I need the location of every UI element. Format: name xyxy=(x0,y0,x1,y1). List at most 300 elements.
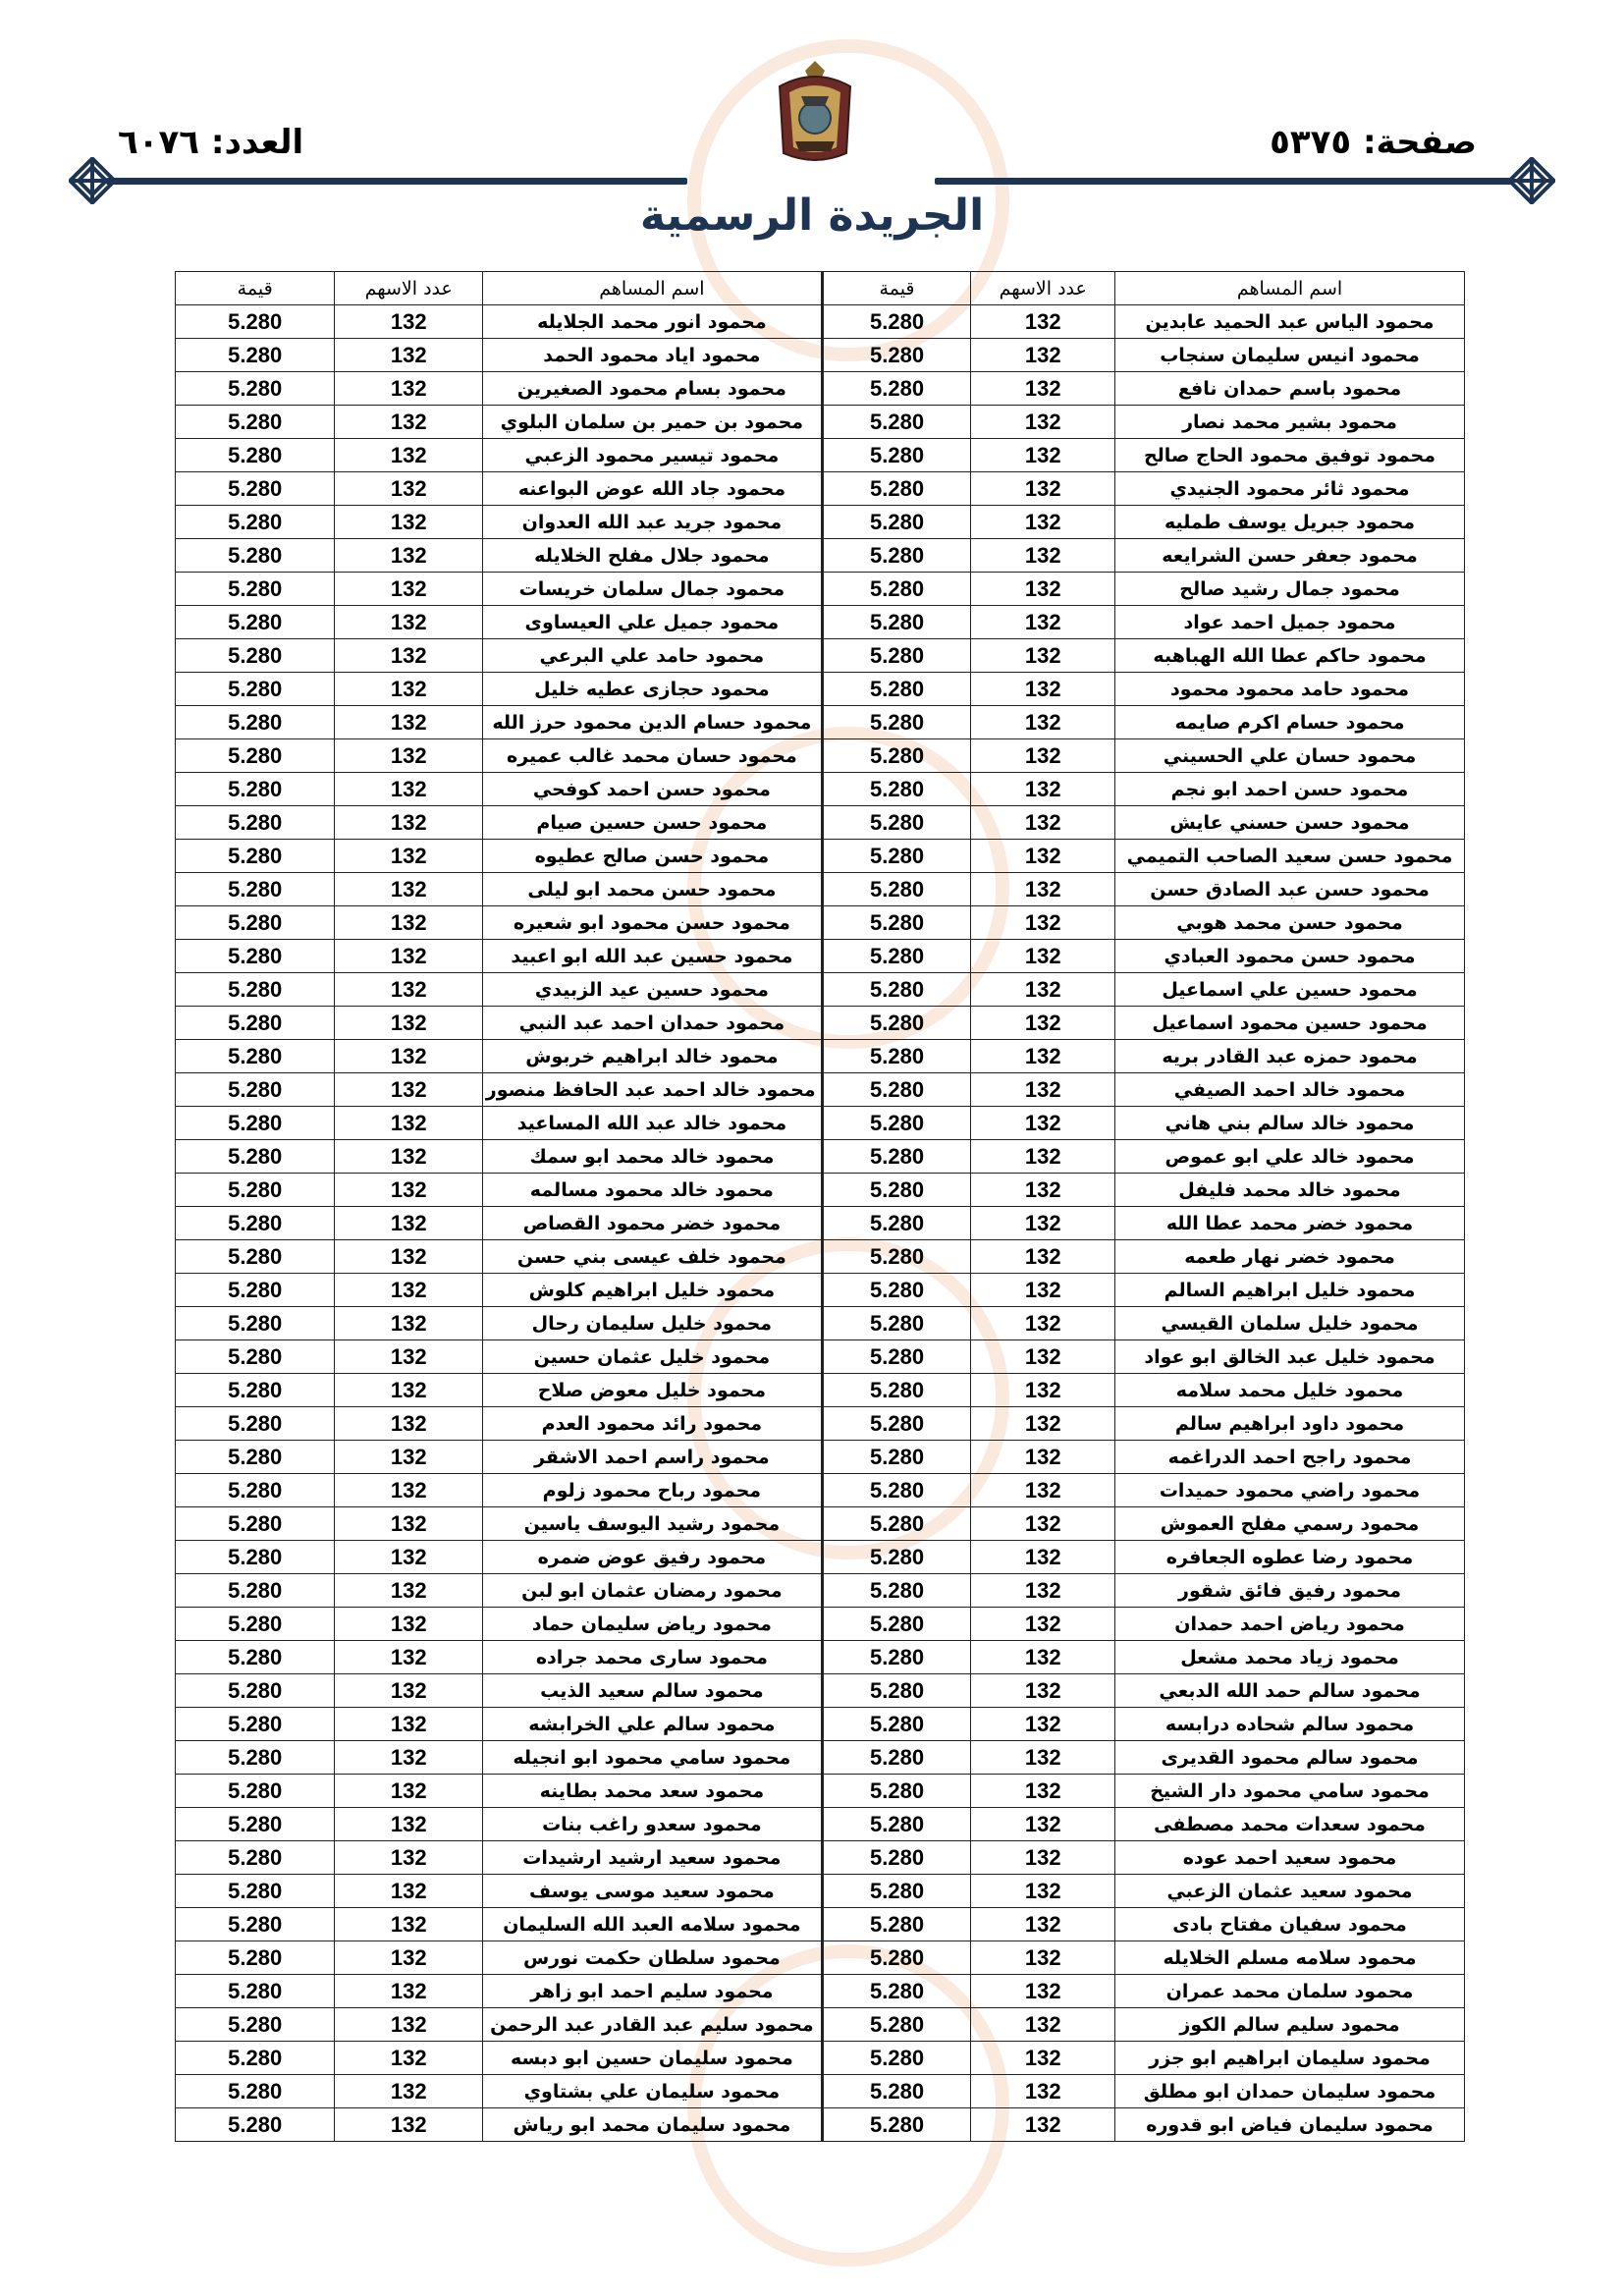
shareholder-name-cell: محمود خالد احمد عبد الحافظ منصور xyxy=(483,1073,823,1107)
share-value-cell: 5.280 xyxy=(822,1174,971,1207)
share-count-cell: 132 xyxy=(335,706,483,739)
share-value-cell: 5.280 xyxy=(176,1708,335,1741)
share-count-cell: 132 xyxy=(971,940,1115,973)
shareholder-name-cell: محمود حمزه عبد القادر بريه xyxy=(1115,1040,1465,1073)
share-count-cell: 132 xyxy=(971,2008,1115,2042)
share-count-cell: 132 xyxy=(335,973,483,1007)
share-value-cell: 5.280 xyxy=(176,940,335,973)
share-value-cell: 5.280 xyxy=(176,2008,335,2042)
shareholder-name-cell: محمود خليل معوض صلاح xyxy=(483,1374,823,1407)
share-value-cell: 5.280 xyxy=(822,339,971,372)
table-row xyxy=(176,1274,1465,1307)
share-count-cell: 132 xyxy=(335,940,483,973)
table-row xyxy=(176,840,1465,873)
share-value-cell: 5.280 xyxy=(822,1574,971,1608)
share-count-cell: 132 xyxy=(971,1507,1115,1541)
share-value-cell: 5.280 xyxy=(176,1307,335,1340)
share-value-cell: 5.280 xyxy=(176,706,335,739)
share-count-cell: 132 xyxy=(335,1374,483,1407)
share-value-cell: 5.280 xyxy=(822,1407,971,1441)
share-value-cell: 5.280 xyxy=(822,639,971,673)
share-value-cell: 5.280 xyxy=(176,539,335,573)
shareholder-name-cell: محمود حسان محمد غالب عميره xyxy=(483,739,823,773)
share-count-cell: 132 xyxy=(335,1474,483,1507)
share-count-cell: 132 xyxy=(335,1775,483,1808)
share-count-cell: 132 xyxy=(971,1808,1115,1841)
shareholder-name-cell: محمود حسين عبد الله ابو اعبيد xyxy=(483,940,823,973)
share-value-cell: 5.280 xyxy=(176,1975,335,2008)
table-row xyxy=(176,1007,1465,1040)
shareholder-name-cell: محمود راسم احمد الاشقر xyxy=(483,1441,823,1474)
share-value-cell: 5.280 xyxy=(822,372,971,406)
table-row xyxy=(176,773,1465,806)
shareholder-name-cell: محمود بن حمير بن سلمان البلوي xyxy=(483,406,823,439)
shareholder-name-cell: محمود خليل ابراهيم كلوش xyxy=(483,1274,823,1307)
share-value-cell: 5.280 xyxy=(176,573,335,606)
table-row xyxy=(176,1975,1465,2008)
jordan-coat-of-arms-icon xyxy=(766,57,864,167)
shareholder-name-cell: محمود سليم احمد ابو زاهر xyxy=(483,1975,823,2008)
share-count-cell: 132 xyxy=(335,773,483,806)
share-count-cell: 132 xyxy=(971,305,1115,339)
shareholder-name-cell: محمود خالد عبد الله المساعيد xyxy=(483,1107,823,1140)
share-value-cell: 5.280 xyxy=(822,1107,971,1140)
shareholder-name-cell: محمود خالد احمد الصيفي xyxy=(1115,1073,1465,1107)
shareholder-name-cell: محمود الياس عبد الحميد عابدين xyxy=(1115,305,1465,339)
share-value-cell: 5.280 xyxy=(176,973,335,1007)
share-value-cell: 5.280 xyxy=(176,1674,335,1708)
share-value-cell: 5.280 xyxy=(822,1975,971,2008)
shareholder-name-cell: محمود سليم عبد القادر عبد الرحمن xyxy=(483,2008,823,2042)
table-row xyxy=(176,606,1465,639)
share-count-cell: 132 xyxy=(971,1407,1115,1441)
column-header-value: قيمة xyxy=(176,272,335,305)
table-row xyxy=(176,1073,1465,1107)
share-value-cell: 5.280 xyxy=(176,1841,335,1875)
shareholder-name-cell: محمود حاكم عطا الله الهباهبه xyxy=(1115,639,1465,673)
share-count-cell: 132 xyxy=(335,806,483,840)
share-value-cell: 5.280 xyxy=(822,1474,971,1507)
share-value-cell: 5.280 xyxy=(822,1875,971,1908)
share-value-cell: 5.280 xyxy=(176,2042,335,2075)
shareholder-name-cell: محمود حسن صالح عطيوه xyxy=(483,840,823,873)
shareholder-name-cell: محمود سامي محمود ابو انجيله xyxy=(483,1741,823,1775)
share-count-cell: 132 xyxy=(971,773,1115,806)
share-value-cell: 5.280 xyxy=(176,1073,335,1107)
share-count-cell: 132 xyxy=(335,372,483,406)
share-value-cell: 5.280 xyxy=(822,773,971,806)
share-value-cell: 5.280 xyxy=(176,339,335,372)
shareholder-name-cell: محمود سليمان فياض ابو قدوره xyxy=(1115,2108,1465,2142)
shareholder-name-cell: محمود خضر نهار طعمه xyxy=(1115,1240,1465,1274)
share-value-cell: 5.280 xyxy=(822,1507,971,1541)
share-value-cell: 5.280 xyxy=(176,2108,335,2142)
share-value-cell: 5.280 xyxy=(822,1040,971,1073)
share-count-cell: 132 xyxy=(971,1775,1115,1808)
share-count-cell: 132 xyxy=(971,1307,1115,1340)
shareholder-name-cell: محمود جبريل يوسف طمليه xyxy=(1115,506,1465,539)
share-value-cell: 5.280 xyxy=(176,1174,335,1207)
share-value-cell: 5.280 xyxy=(822,1140,971,1174)
share-count-cell: 132 xyxy=(335,606,483,639)
table-row xyxy=(176,573,1465,606)
shareholder-name-cell: محمود سليم سالم الكوز xyxy=(1115,2008,1465,2042)
share-value-cell: 5.280 xyxy=(822,1340,971,1374)
share-value-cell: 5.280 xyxy=(176,1808,335,1841)
share-count-cell: 132 xyxy=(971,472,1115,506)
table-row xyxy=(176,1441,1465,1474)
share-value-cell: 5.280 xyxy=(176,1507,335,1541)
share-value-cell: 5.280 xyxy=(822,406,971,439)
share-count-cell: 132 xyxy=(335,2042,483,2075)
share-count-cell: 132 xyxy=(335,1207,483,1240)
share-count-cell: 132 xyxy=(971,873,1115,906)
share-count-cell: 132 xyxy=(971,806,1115,840)
share-count-cell: 132 xyxy=(971,2042,1115,2075)
share-value-cell: 5.280 xyxy=(822,1073,971,1107)
table-row xyxy=(176,1207,1465,1240)
table-row xyxy=(176,2042,1465,2075)
share-count-cell: 132 xyxy=(971,1741,1115,1775)
shareholder-name-cell: محمود جاد الله عوض البواعنه xyxy=(483,472,823,506)
share-count-cell: 132 xyxy=(335,1641,483,1674)
shareholder-name-cell: محمود سعيد احمد عوده xyxy=(1115,1841,1465,1875)
share-count-cell: 132 xyxy=(335,1040,483,1073)
share-count-cell: 132 xyxy=(971,1240,1115,1274)
share-count-cell: 132 xyxy=(335,1674,483,1708)
share-count-cell: 132 xyxy=(335,1007,483,1040)
table-row xyxy=(176,1941,1465,1975)
share-value-cell: 5.280 xyxy=(822,1775,971,1808)
share-count-cell: 132 xyxy=(335,1975,483,2008)
share-count-cell: 132 xyxy=(335,1340,483,1374)
share-value-cell: 5.280 xyxy=(176,1274,335,1307)
shareholder-name-cell: محمود رياض سليمان حماد xyxy=(483,1608,823,1641)
share-count-cell: 132 xyxy=(335,1741,483,1775)
shareholder-name-cell: محمود تيسير محمود الزعبي xyxy=(483,439,823,472)
share-count-cell: 132 xyxy=(335,906,483,940)
shareholder-name-cell: محمود سامي محمود دار الشيخ xyxy=(1115,1775,1465,1808)
shareholder-name-cell: محمود انيس سليمان سنجاب xyxy=(1115,339,1465,372)
share-count-cell: 132 xyxy=(971,1975,1115,2008)
share-count-cell: 132 xyxy=(971,606,1115,639)
shareholder-name-cell: محمود جميل علي العيساوى xyxy=(483,606,823,639)
share-count-cell: 132 xyxy=(335,539,483,573)
share-count-cell: 132 xyxy=(971,1574,1115,1608)
share-value-cell: 5.280 xyxy=(176,606,335,639)
share-count-cell: 132 xyxy=(971,506,1115,539)
table-row xyxy=(176,873,1465,906)
table-row xyxy=(176,906,1465,940)
table-row xyxy=(176,1407,1465,1441)
column-header-name: اسم المساهم xyxy=(1115,272,1465,305)
share-count-cell: 132 xyxy=(971,1040,1115,1073)
shareholder-name-cell: محمود خليل عثمان حسين xyxy=(483,1340,823,1374)
shareholder-name-cell: محمود رمضان عثمان ابو لبن xyxy=(483,1574,823,1608)
share-value-cell: 5.280 xyxy=(822,1941,971,1975)
shareholder-name-cell: محمود رفيق فائق شقور xyxy=(1115,1574,1465,1608)
shareholder-name-cell: محمود حسن محمود العبادي xyxy=(1115,940,1465,973)
share-count-cell: 132 xyxy=(971,1374,1115,1407)
shareholder-name-cell: محمود حسن حسني عايش xyxy=(1115,806,1465,840)
share-count-cell: 132 xyxy=(971,2108,1115,2142)
table-row xyxy=(176,1107,1465,1140)
table-row xyxy=(176,372,1465,406)
table-row xyxy=(176,1541,1465,1574)
shareholder-name-cell: محمود خضر محمد عطا الله xyxy=(1115,1207,1465,1240)
share-count-cell: 132 xyxy=(971,1941,1115,1975)
table-row xyxy=(176,539,1465,573)
shareholder-name-cell: محمود رباح محمود زلوم xyxy=(483,1474,823,1507)
shareholder-name-cell: محمود رضا عطوه الجعافره xyxy=(1115,1541,1465,1574)
share-value-cell: 5.280 xyxy=(822,1374,971,1407)
share-count-cell: 132 xyxy=(971,1641,1115,1674)
table-row xyxy=(176,1608,1465,1641)
gazette-title: الجريدة الرسمية xyxy=(639,191,985,241)
shareholder-name-cell: محمود حسن احمد كوفحي xyxy=(483,773,823,806)
table-row xyxy=(176,706,1465,739)
shareholder-name-cell: محمود حسين عيد الزبيدي xyxy=(483,973,823,1007)
issue-number: العدد: ٦٠٧٦ xyxy=(118,123,304,162)
shareholder-name-cell: محمود انور محمد الجلايله xyxy=(483,305,823,339)
shareholder-name-cell: محمود بشير محمد نصار xyxy=(1115,406,1465,439)
share-count-cell: 132 xyxy=(335,1908,483,1941)
share-count-cell: 132 xyxy=(971,906,1115,940)
share-value-cell: 5.280 xyxy=(176,506,335,539)
shareholder-name-cell: محمود خليل سليمان رحال xyxy=(483,1307,823,1340)
share-count-cell: 132 xyxy=(971,840,1115,873)
shareholder-name-cell: محمود حسان علي الحسيني xyxy=(1115,739,1465,773)
share-count-cell: 132 xyxy=(971,539,1115,573)
share-value-cell: 5.280 xyxy=(822,1841,971,1875)
shareholder-name-cell: محمود حسن سعيد الصاحب التميمي xyxy=(1115,840,1465,873)
table-row xyxy=(176,305,1465,339)
shareholder-name-cell: محمود حامد محمود محمود xyxy=(1115,673,1465,706)
table-row xyxy=(176,1674,1465,1708)
shareholder-name-cell: محمود خليل ابراهيم السالم xyxy=(1115,1274,1465,1307)
table-row xyxy=(176,1741,1465,1775)
share-value-cell: 5.280 xyxy=(822,739,971,773)
shareholder-name-cell: محمود سعد محمد بطاينه xyxy=(483,1775,823,1808)
shareholder-name-cell: محمود حسن حسين صيام xyxy=(483,806,823,840)
share-value-cell: 5.280 xyxy=(822,2008,971,2042)
table-row xyxy=(176,940,1465,973)
share-count-cell: 132 xyxy=(971,1708,1115,1741)
shareholder-name-cell: محمود سفيان مفتاح بادى xyxy=(1115,1908,1465,1941)
table-row xyxy=(176,1775,1465,1808)
shareholder-name-cell: محمود سلامه مسلم الخلايله xyxy=(1115,1941,1465,1975)
page-number: صفحة: ٥٣٧٥ xyxy=(1270,123,1477,162)
share-value-cell: 5.280 xyxy=(176,2075,335,2108)
share-count-cell: 132 xyxy=(335,1274,483,1307)
shareholder-name-cell: محمود سالم شحاده درابسه xyxy=(1115,1708,1465,1741)
table-row xyxy=(176,1708,1465,1741)
share-count-cell: 132 xyxy=(335,1808,483,1841)
share-count-cell: 132 xyxy=(971,673,1115,706)
share-count-cell: 132 xyxy=(335,439,483,472)
share-count-cell: 132 xyxy=(335,472,483,506)
share-value-cell: 5.280 xyxy=(822,439,971,472)
table-row xyxy=(176,1374,1465,1407)
share-value-cell: 5.280 xyxy=(822,1240,971,1274)
shareholders-table xyxy=(175,271,1465,2142)
shareholder-name-cell: محمود باسم حمدان نافع xyxy=(1115,372,1465,406)
shareholder-name-cell: محمود سلامه العبد الله السليمان xyxy=(483,1908,823,1941)
column-header-shares: عدد الاسهم xyxy=(335,272,483,305)
share-value-cell: 5.280 xyxy=(176,1441,335,1474)
share-count-cell: 132 xyxy=(335,1507,483,1541)
share-value-cell: 5.280 xyxy=(822,873,971,906)
share-value-cell: 5.280 xyxy=(176,873,335,906)
share-value-cell: 5.280 xyxy=(822,573,971,606)
shareholder-name-cell: محمود خالد محمد فليفل xyxy=(1115,1174,1465,1207)
share-count-cell: 132 xyxy=(335,2108,483,2142)
share-count-cell: 132 xyxy=(335,673,483,706)
shareholder-name-cell: محمود حسن محمود ابو شعيره xyxy=(483,906,823,940)
share-value-cell: 5.280 xyxy=(822,1741,971,1775)
shareholder-name-cell: محمود سلطان حكمت نورس xyxy=(483,1941,823,1975)
shareholder-name-cell: محمود سعدات محمد مصطفى xyxy=(1115,1808,1465,1841)
share-value-cell: 5.280 xyxy=(822,1541,971,1574)
share-value-cell: 5.280 xyxy=(176,1140,335,1174)
share-count-cell: 132 xyxy=(335,1875,483,1908)
share-count-cell: 132 xyxy=(335,873,483,906)
share-value-cell: 5.280 xyxy=(822,906,971,940)
table-row xyxy=(176,973,1465,1007)
share-value-cell: 5.280 xyxy=(176,305,335,339)
share-count-cell: 132 xyxy=(971,706,1115,739)
table-row xyxy=(176,1875,1465,1908)
shareholder-name-cell: محمود سعدو راغب بنات xyxy=(483,1808,823,1841)
share-count-cell: 132 xyxy=(971,1073,1115,1107)
table-row xyxy=(176,2108,1465,2142)
share-count-cell: 132 xyxy=(335,1073,483,1107)
share-value-cell: 5.280 xyxy=(822,1641,971,1674)
share-count-cell: 132 xyxy=(971,1841,1115,1875)
share-value-cell: 5.280 xyxy=(176,1641,335,1674)
share-count-cell: 132 xyxy=(971,339,1115,372)
share-value-cell: 5.280 xyxy=(176,472,335,506)
shareholder-name-cell: محمود حسام اكرم صايمه xyxy=(1115,706,1465,739)
shareholder-name-cell: محمود خليل محمد سلامه xyxy=(1115,1374,1465,1407)
shareholder-name-cell: محمود سعيد موسى يوسف xyxy=(483,1875,823,1908)
shareholder-name-cell: محمود بسام محمود الصغيرين xyxy=(483,372,823,406)
share-count-cell: 132 xyxy=(335,1140,483,1174)
share-count-cell: 132 xyxy=(335,506,483,539)
share-value-cell: 5.280 xyxy=(822,472,971,506)
share-count-cell: 132 xyxy=(335,1407,483,1441)
share-value-cell: 5.280 xyxy=(822,2042,971,2075)
table-row xyxy=(176,1240,1465,1274)
shareholder-name-cell: محمود حسن احمد ابو نجم xyxy=(1115,773,1465,806)
shareholder-name-cell: محمود سليمان ابراهيم ابو جزر xyxy=(1115,2042,1465,2075)
table-header-row xyxy=(176,272,1465,305)
share-value-cell: 5.280 xyxy=(822,1608,971,1641)
shareholder-name-cell: محمود رسمي مفلح العموش xyxy=(1115,1507,1465,1541)
share-value-cell: 5.280 xyxy=(822,706,971,739)
shareholder-name-cell: محمود حسام الدين محمود حرز الله xyxy=(483,706,823,739)
share-value-cell: 5.280 xyxy=(822,1307,971,1340)
share-count-cell: 132 xyxy=(971,1441,1115,1474)
share-value-cell: 5.280 xyxy=(176,439,335,472)
shareholder-name-cell: محمود راضي محمود حميدات xyxy=(1115,1474,1465,1507)
table-row xyxy=(176,1908,1465,1941)
shareholder-name-cell: محمود حمدان احمد عبد النبي xyxy=(483,1007,823,1040)
table-row xyxy=(176,2008,1465,2042)
shareholder-name-cell: محمود اياد محمود الحمد xyxy=(483,339,823,372)
table-row xyxy=(176,1140,1465,1174)
share-value-cell: 5.280 xyxy=(822,539,971,573)
share-value-cell: 5.280 xyxy=(176,372,335,406)
share-value-cell: 5.280 xyxy=(176,1474,335,1507)
share-count-cell: 132 xyxy=(335,1240,483,1274)
share-value-cell: 5.280 xyxy=(822,1674,971,1708)
share-count-cell: 132 xyxy=(971,1340,1115,1374)
shareholder-name-cell: محمود خالد علي ابو عموص xyxy=(1115,1140,1465,1174)
shareholder-name-cell: محمود رشيد اليوسف ياسين xyxy=(483,1507,823,1541)
shareholder-name-cell: محمود خالد سالم بني هاني xyxy=(1115,1107,1465,1140)
table-row xyxy=(176,1507,1465,1541)
shareholder-name-cell: محمود توفيق محمود الحاج صالح xyxy=(1115,439,1465,472)
shareholder-name-cell: محمود خليل سلمان القيسي xyxy=(1115,1307,1465,1340)
share-count-cell: 132 xyxy=(335,1708,483,1741)
column-header-name: اسم المساهم xyxy=(483,272,823,305)
shareholder-name-cell: محمود سعيد ارشيد ارشيدات xyxy=(483,1841,823,1875)
share-value-cell: 5.280 xyxy=(822,940,971,973)
share-value-cell: 5.280 xyxy=(822,673,971,706)
shareholder-name-cell: محمود سعيد عثمان الزعبي xyxy=(1115,1875,1465,1908)
share-value-cell: 5.280 xyxy=(176,1574,335,1608)
share-value-cell: 5.280 xyxy=(176,673,335,706)
column-header-value: قيمة xyxy=(822,272,971,305)
table-row xyxy=(176,439,1465,472)
share-value-cell: 5.280 xyxy=(176,806,335,840)
table-row xyxy=(176,506,1465,539)
share-count-cell: 132 xyxy=(971,1107,1115,1140)
shareholder-name-cell: محمود خليل عبد الخالق ابو عواد xyxy=(1115,1340,1465,1374)
share-count-cell: 132 xyxy=(971,1207,1115,1240)
shareholder-name-cell: محمود رياض احمد حمدان xyxy=(1115,1608,1465,1641)
share-count-cell: 132 xyxy=(335,1174,483,1207)
share-value-cell: 5.280 xyxy=(176,906,335,940)
table-row xyxy=(176,1040,1465,1073)
shareholder-name-cell: محمود حسن محمد ابو ليلى xyxy=(483,873,823,906)
share-count-cell: 132 xyxy=(971,1541,1115,1574)
share-count-cell: 132 xyxy=(335,1541,483,1574)
share-count-cell: 132 xyxy=(335,1841,483,1875)
share-count-cell: 132 xyxy=(971,1274,1115,1307)
header-rule-right xyxy=(935,178,1514,185)
table-row xyxy=(176,472,1465,506)
table-row xyxy=(176,1340,1465,1374)
shareholder-name-cell: محمود حسين محمود اسماعيل xyxy=(1115,1007,1465,1040)
share-count-cell: 132 xyxy=(971,1908,1115,1941)
share-count-cell: 132 xyxy=(335,639,483,673)
share-value-cell: 5.280 xyxy=(822,1808,971,1841)
shareholder-name-cell: محمود سلمان محمد عمران xyxy=(1115,1975,1465,2008)
share-value-cell: 5.280 xyxy=(822,1274,971,1307)
table-row xyxy=(176,1307,1465,1340)
share-count-cell: 132 xyxy=(971,1007,1115,1040)
share-count-cell: 132 xyxy=(335,406,483,439)
share-count-cell: 132 xyxy=(971,1608,1115,1641)
share-value-cell: 5.280 xyxy=(822,2075,971,2108)
table-row xyxy=(176,806,1465,840)
share-count-cell: 132 xyxy=(335,2075,483,2108)
shareholder-name-cell: محمود ثائر محمود الجنيدي xyxy=(1115,472,1465,506)
share-value-cell: 5.280 xyxy=(176,1040,335,1073)
share-value-cell: 5.280 xyxy=(176,1908,335,1941)
